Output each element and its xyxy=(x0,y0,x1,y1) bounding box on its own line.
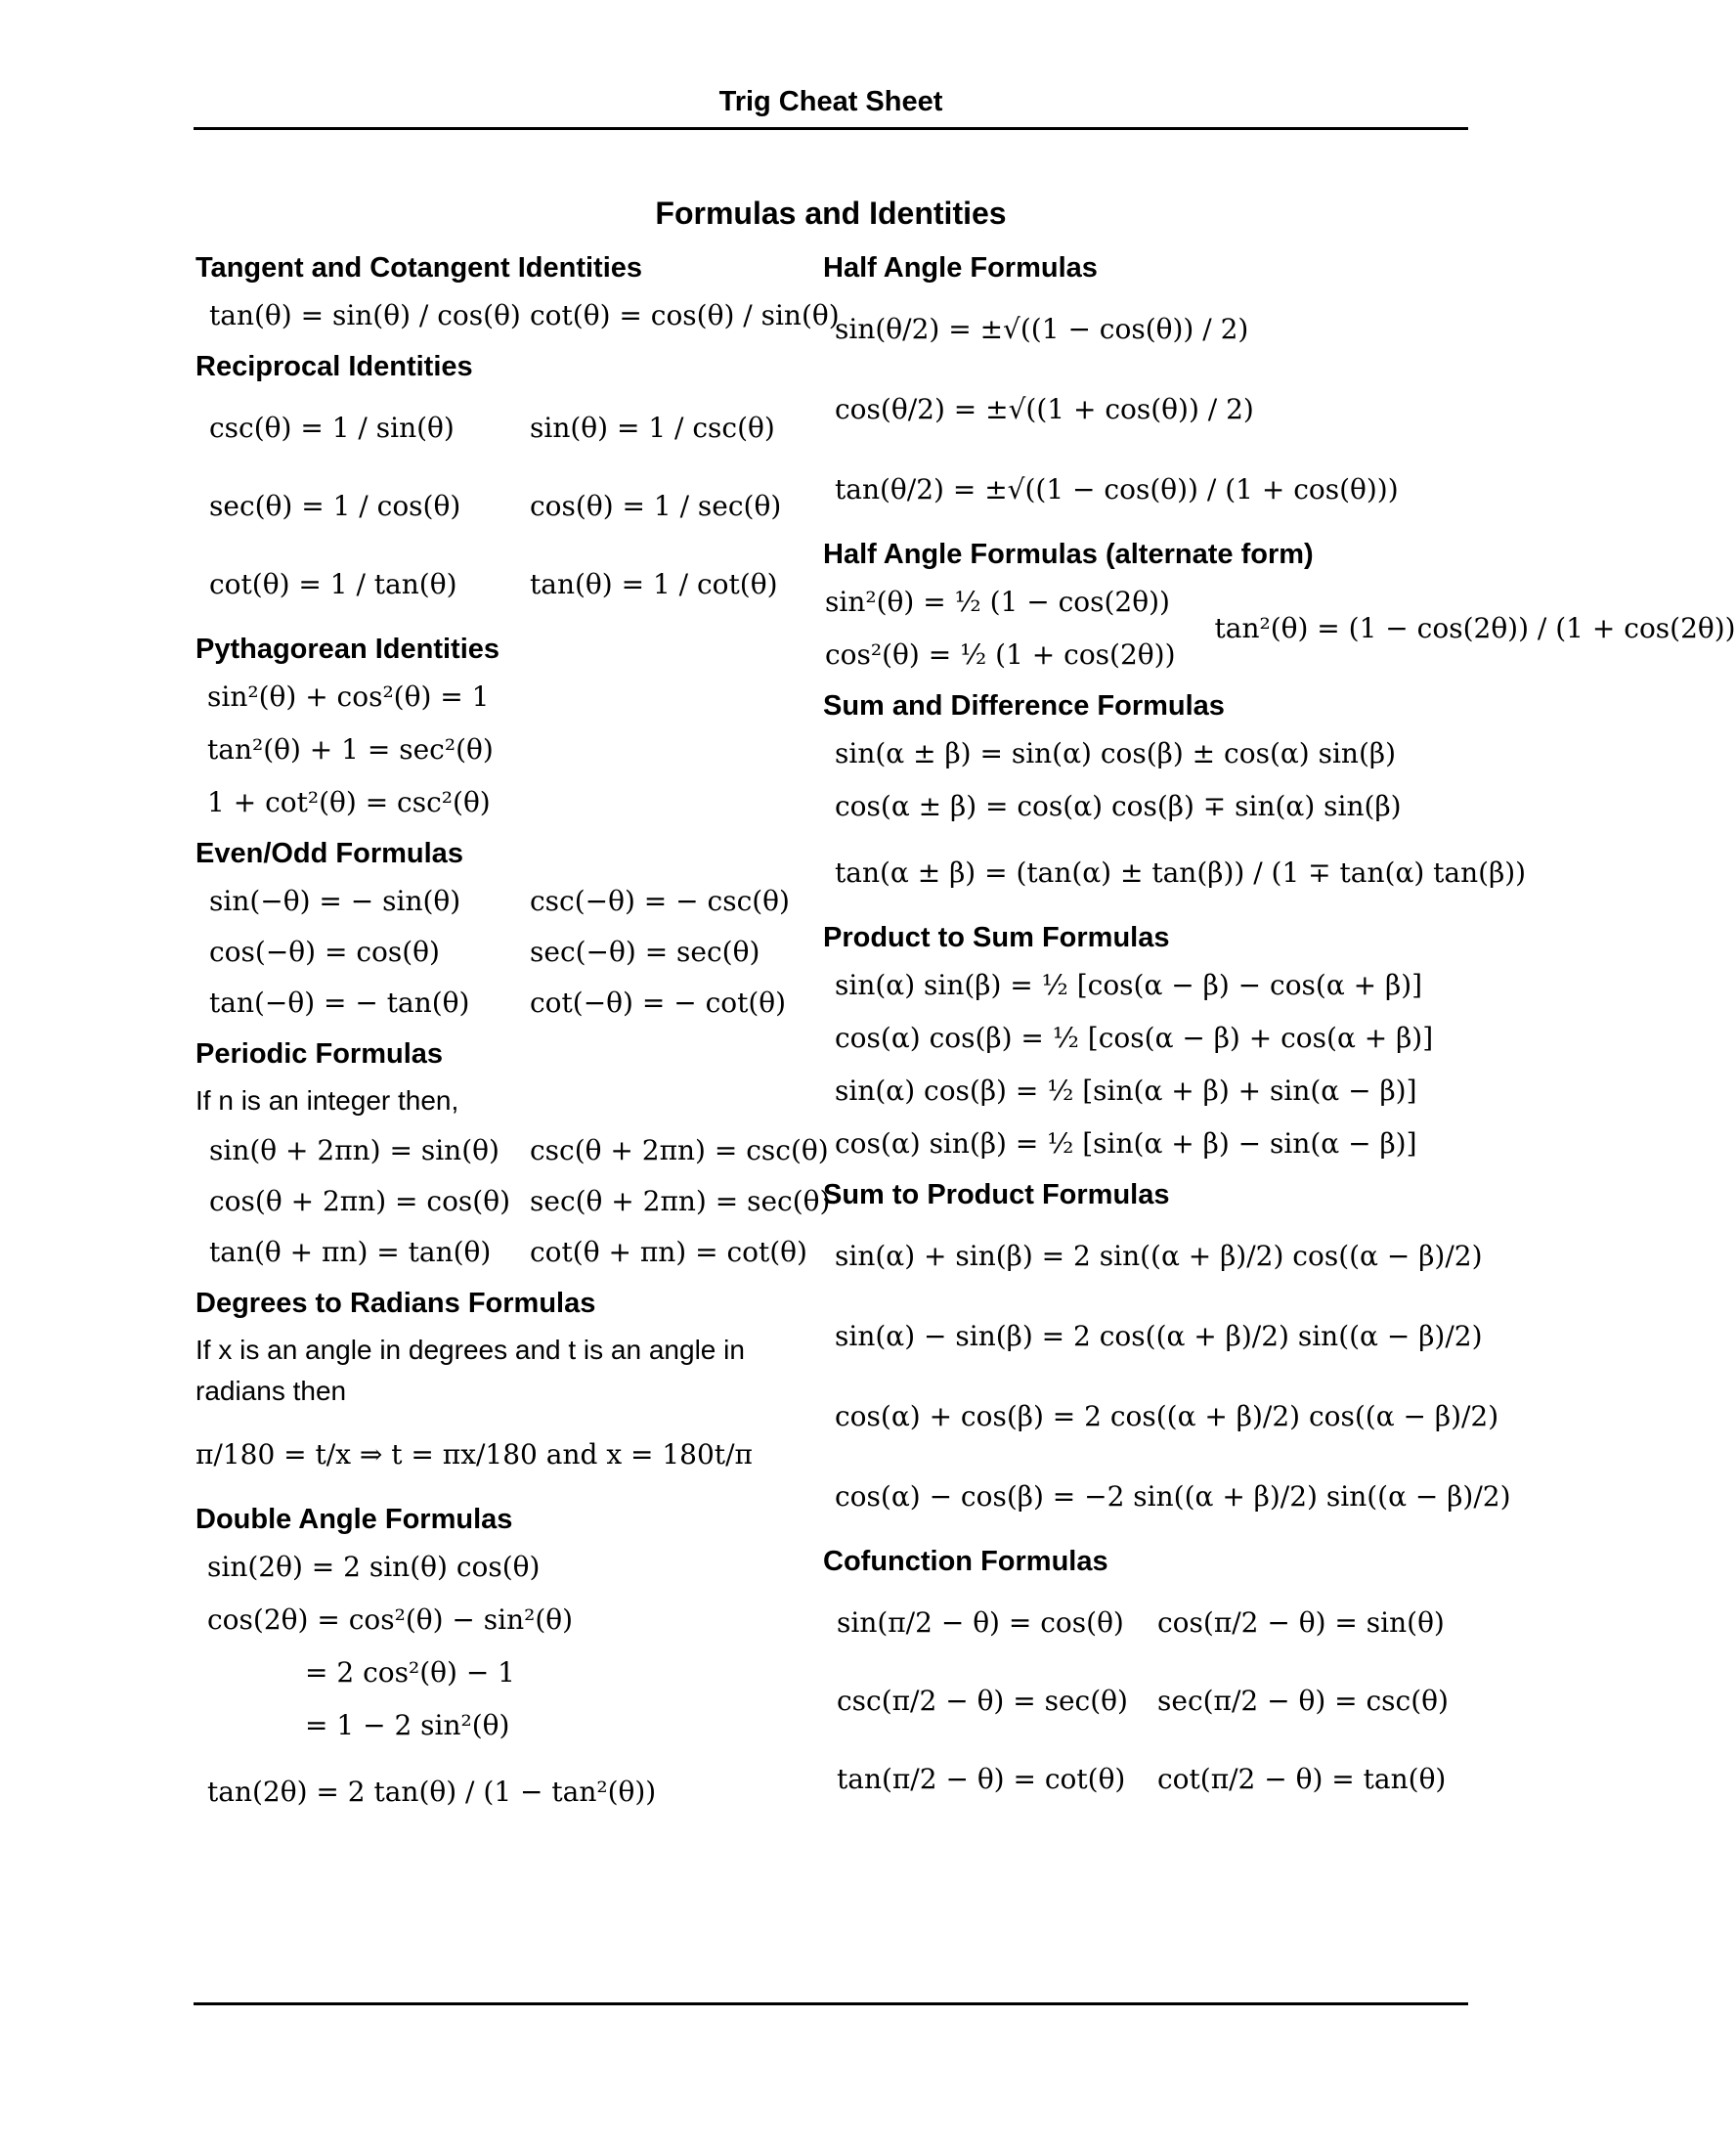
section-pythagorean xyxy=(195,634,821,822)
section-sum-to-product xyxy=(823,1179,1511,1530)
section-heading: Tangent and Cotangent Identities xyxy=(195,252,643,284)
section-heading: Sum and Difference Formulas xyxy=(823,690,1225,722)
formula: sin(α) cos(β) = ½ [sin(α + β) + sin(α − β)] xyxy=(835,1074,1417,1107)
formula: sec(θ + 2πn) = sec(θ) xyxy=(530,1184,831,1217)
formula: sin(α) sin(β) = ½ [cos(α − β) − cos(α + β)] xyxy=(835,968,1423,1001)
formula: tan(2θ) = 2 tan(θ) / (1 − tan²(θ)) xyxy=(207,1775,657,1808)
formula: cot(θ + πn) = cot(θ) xyxy=(530,1235,807,1268)
section-heading: Pythagorean Identities xyxy=(195,634,500,665)
section-cofunction xyxy=(823,1546,1468,1813)
formula: sin(θ + 2πn) = sin(θ) xyxy=(209,1133,499,1166)
formula: cos(2θ) = cos²(θ) − sin²(θ) xyxy=(207,1602,574,1636)
document-title: Formulas and Identities xyxy=(655,196,1007,231)
formula: sin(α) + sin(β) = 2 sin((α + β)/2) cos((α − β)/2) xyxy=(835,1239,1483,1272)
section-intro: If x is an angle in degrees and t is an angle in radians then xyxy=(195,1335,745,1406)
formula-grid xyxy=(837,1588,1468,1813)
formula-list xyxy=(835,964,1468,1163)
formula: tan(θ/2) = ±√((1 − cos(θ)) / (1 + cos(θ))) xyxy=(835,472,1399,505)
formula-list xyxy=(835,1221,1511,1530)
section-tangent-cotangent xyxy=(195,252,840,335)
section-heading: Half Angle Formulas (alternate form) xyxy=(823,539,1314,570)
formula: csc(θ) = 1 / sin(θ) xyxy=(209,411,455,444)
section-heading: Product to Sum Formulas xyxy=(823,922,1170,953)
section-heading: Reciprocal Identities xyxy=(195,351,473,382)
formula: cos(θ/2) = ±√((1 + cos(θ)) / 2) xyxy=(835,392,1254,425)
formula: tan(π/2 − θ) = cot(θ) xyxy=(837,1762,1126,1795)
formula: cos(θ) = 1 / sec(θ) xyxy=(530,489,782,522)
formula: tan(α ± β) = (tan(α) ± tan(β)) / (1 ∓ tan(α) tan(β)) xyxy=(835,856,1527,889)
formula: csc(−θ) = − csc(θ) xyxy=(530,884,790,917)
formula-list xyxy=(835,294,1468,523)
left-column xyxy=(195,252,840,1841)
section-heading: Periodic Formulas xyxy=(195,1038,444,1070)
formula: tan(θ) = sin(θ) / cos(θ) xyxy=(209,298,521,331)
header-rule xyxy=(194,127,1468,130)
formula: sin(θ/2) = ±√((1 − cos(θ)) / 2) xyxy=(835,312,1249,345)
formula: sec(−θ) = sec(θ) xyxy=(530,935,760,968)
section-degrees-radians xyxy=(195,1288,821,1488)
section-periodic xyxy=(195,1038,831,1272)
formula: tan²(θ) + 1 = sec²(θ) xyxy=(207,732,494,766)
formula: sin(π/2 − θ) = cos(θ) xyxy=(837,1605,1124,1639)
section-double-angle xyxy=(195,1504,821,1825)
section-heading: Even/Odd Formulas xyxy=(195,838,463,869)
section-heading: Cofunction Formulas xyxy=(823,1546,1108,1577)
formula: sin(α) − sin(β) = 2 cos((α + β)/2) sin((α − β)/2) xyxy=(835,1319,1483,1352)
section-even-odd xyxy=(195,838,821,1023)
formula: cos(α ± β) = cos(α) cos(β) ∓ sin(α) sin(β) xyxy=(835,789,1402,822)
formula: cos(α) cos(β) = ½ [cos(α − β) + cos(α + β)] xyxy=(835,1021,1434,1054)
formula-list xyxy=(835,732,1527,906)
formula: cot(θ) = 1 / tan(θ) xyxy=(209,567,457,600)
formula: tan(θ + πn) = tan(θ) xyxy=(209,1235,492,1268)
formula: sin²(θ) + cos²(θ) = 1 xyxy=(207,680,490,713)
section-product-to-sum xyxy=(823,922,1468,1163)
section-half-angle xyxy=(823,252,1468,523)
section-reciprocal xyxy=(195,351,821,618)
formula: cot(π/2 − θ) = tan(θ) xyxy=(1157,1762,1447,1795)
formula: sin(α ± β) = sin(α) cos(β) ± cos(α) sin(β) xyxy=(835,736,1396,769)
section-intro: If n is an integer then, xyxy=(195,1085,459,1116)
footer-rule xyxy=(194,2002,1468,2005)
formula: csc(θ + 2πn) = csc(θ) xyxy=(530,1133,829,1166)
formula: cos(−θ) = cos(θ) xyxy=(209,935,440,968)
formula: = 2 cos²(θ) − 1 xyxy=(305,1655,515,1689)
formula: sec(θ) = 1 / cos(θ) xyxy=(209,489,461,522)
formula: cos²(θ) = ½ (1 + cos(2θ)) xyxy=(825,637,1176,671)
formula: sin(−θ) = − sin(θ) xyxy=(209,884,461,917)
formula: tan²(θ) = (1 − cos(2θ)) / (1 + cos(2θ)) xyxy=(1214,611,1736,644)
section-heading: Degrees to Radians Formulas xyxy=(195,1288,596,1319)
formula: sin(2θ) = 2 sin(θ) cos(θ) xyxy=(207,1550,541,1583)
formula: cot(−θ) = − cot(θ) xyxy=(530,986,787,1019)
formula-grid xyxy=(209,1129,831,1272)
page-header: Trig Cheat Sheet xyxy=(718,86,943,117)
formula-list xyxy=(207,1546,821,1825)
formula: cos(α) − cos(β) = −2 sin((α + β)/2) sin((α − β)/2) xyxy=(835,1479,1511,1513)
section-sum-difference xyxy=(823,690,1527,906)
formula: = 1 − 2 sin²(θ) xyxy=(305,1708,510,1741)
formula: tan(θ) = 1 / cot(θ) xyxy=(530,567,778,600)
formula: cot(θ) = cos(θ) / sin(θ) xyxy=(530,298,840,331)
right-column xyxy=(823,252,1736,1828)
section-heading: Double Angle Formulas xyxy=(195,1504,513,1535)
section-half-angle-alternate xyxy=(823,539,1736,675)
formula: sin(θ) = 1 / csc(θ) xyxy=(530,411,775,444)
section-heading: Half Angle Formulas xyxy=(823,252,1098,284)
formula: cos(θ + 2πn) = cos(θ) xyxy=(209,1184,510,1217)
formula: csc(π/2 − θ) = sec(θ) xyxy=(837,1684,1128,1717)
formula-list xyxy=(825,581,1176,675)
formula-grid xyxy=(209,880,821,1023)
formula: cos(α) + cos(β) = 2 cos((α + β)/2) cos((α − β)/2) xyxy=(835,1399,1499,1432)
formula-row xyxy=(825,581,1736,675)
formula-list xyxy=(207,676,821,822)
formula: sin²(θ) = ½ (1 − cos(2θ)) xyxy=(825,585,1170,618)
formula-grid xyxy=(209,393,821,618)
formula: 1 + cot²(θ) = csc²(θ) xyxy=(207,785,491,818)
formula-grid xyxy=(209,294,840,335)
formula: tan(−θ) = − tan(θ) xyxy=(209,986,470,1019)
formula: cos(α) sin(β) = ½ [sin(α + β) − sin(α − β)] xyxy=(835,1126,1417,1160)
section-heading: Sum to Product Formulas xyxy=(823,1179,1170,1210)
formula: sec(π/2 − θ) = csc(θ) xyxy=(1157,1684,1449,1717)
formula: cos(π/2 − θ) = sin(θ) xyxy=(1157,1605,1445,1639)
formula: π/180 = t/x ⇒ t = πx/180 and x = 180t/π xyxy=(195,1437,753,1471)
